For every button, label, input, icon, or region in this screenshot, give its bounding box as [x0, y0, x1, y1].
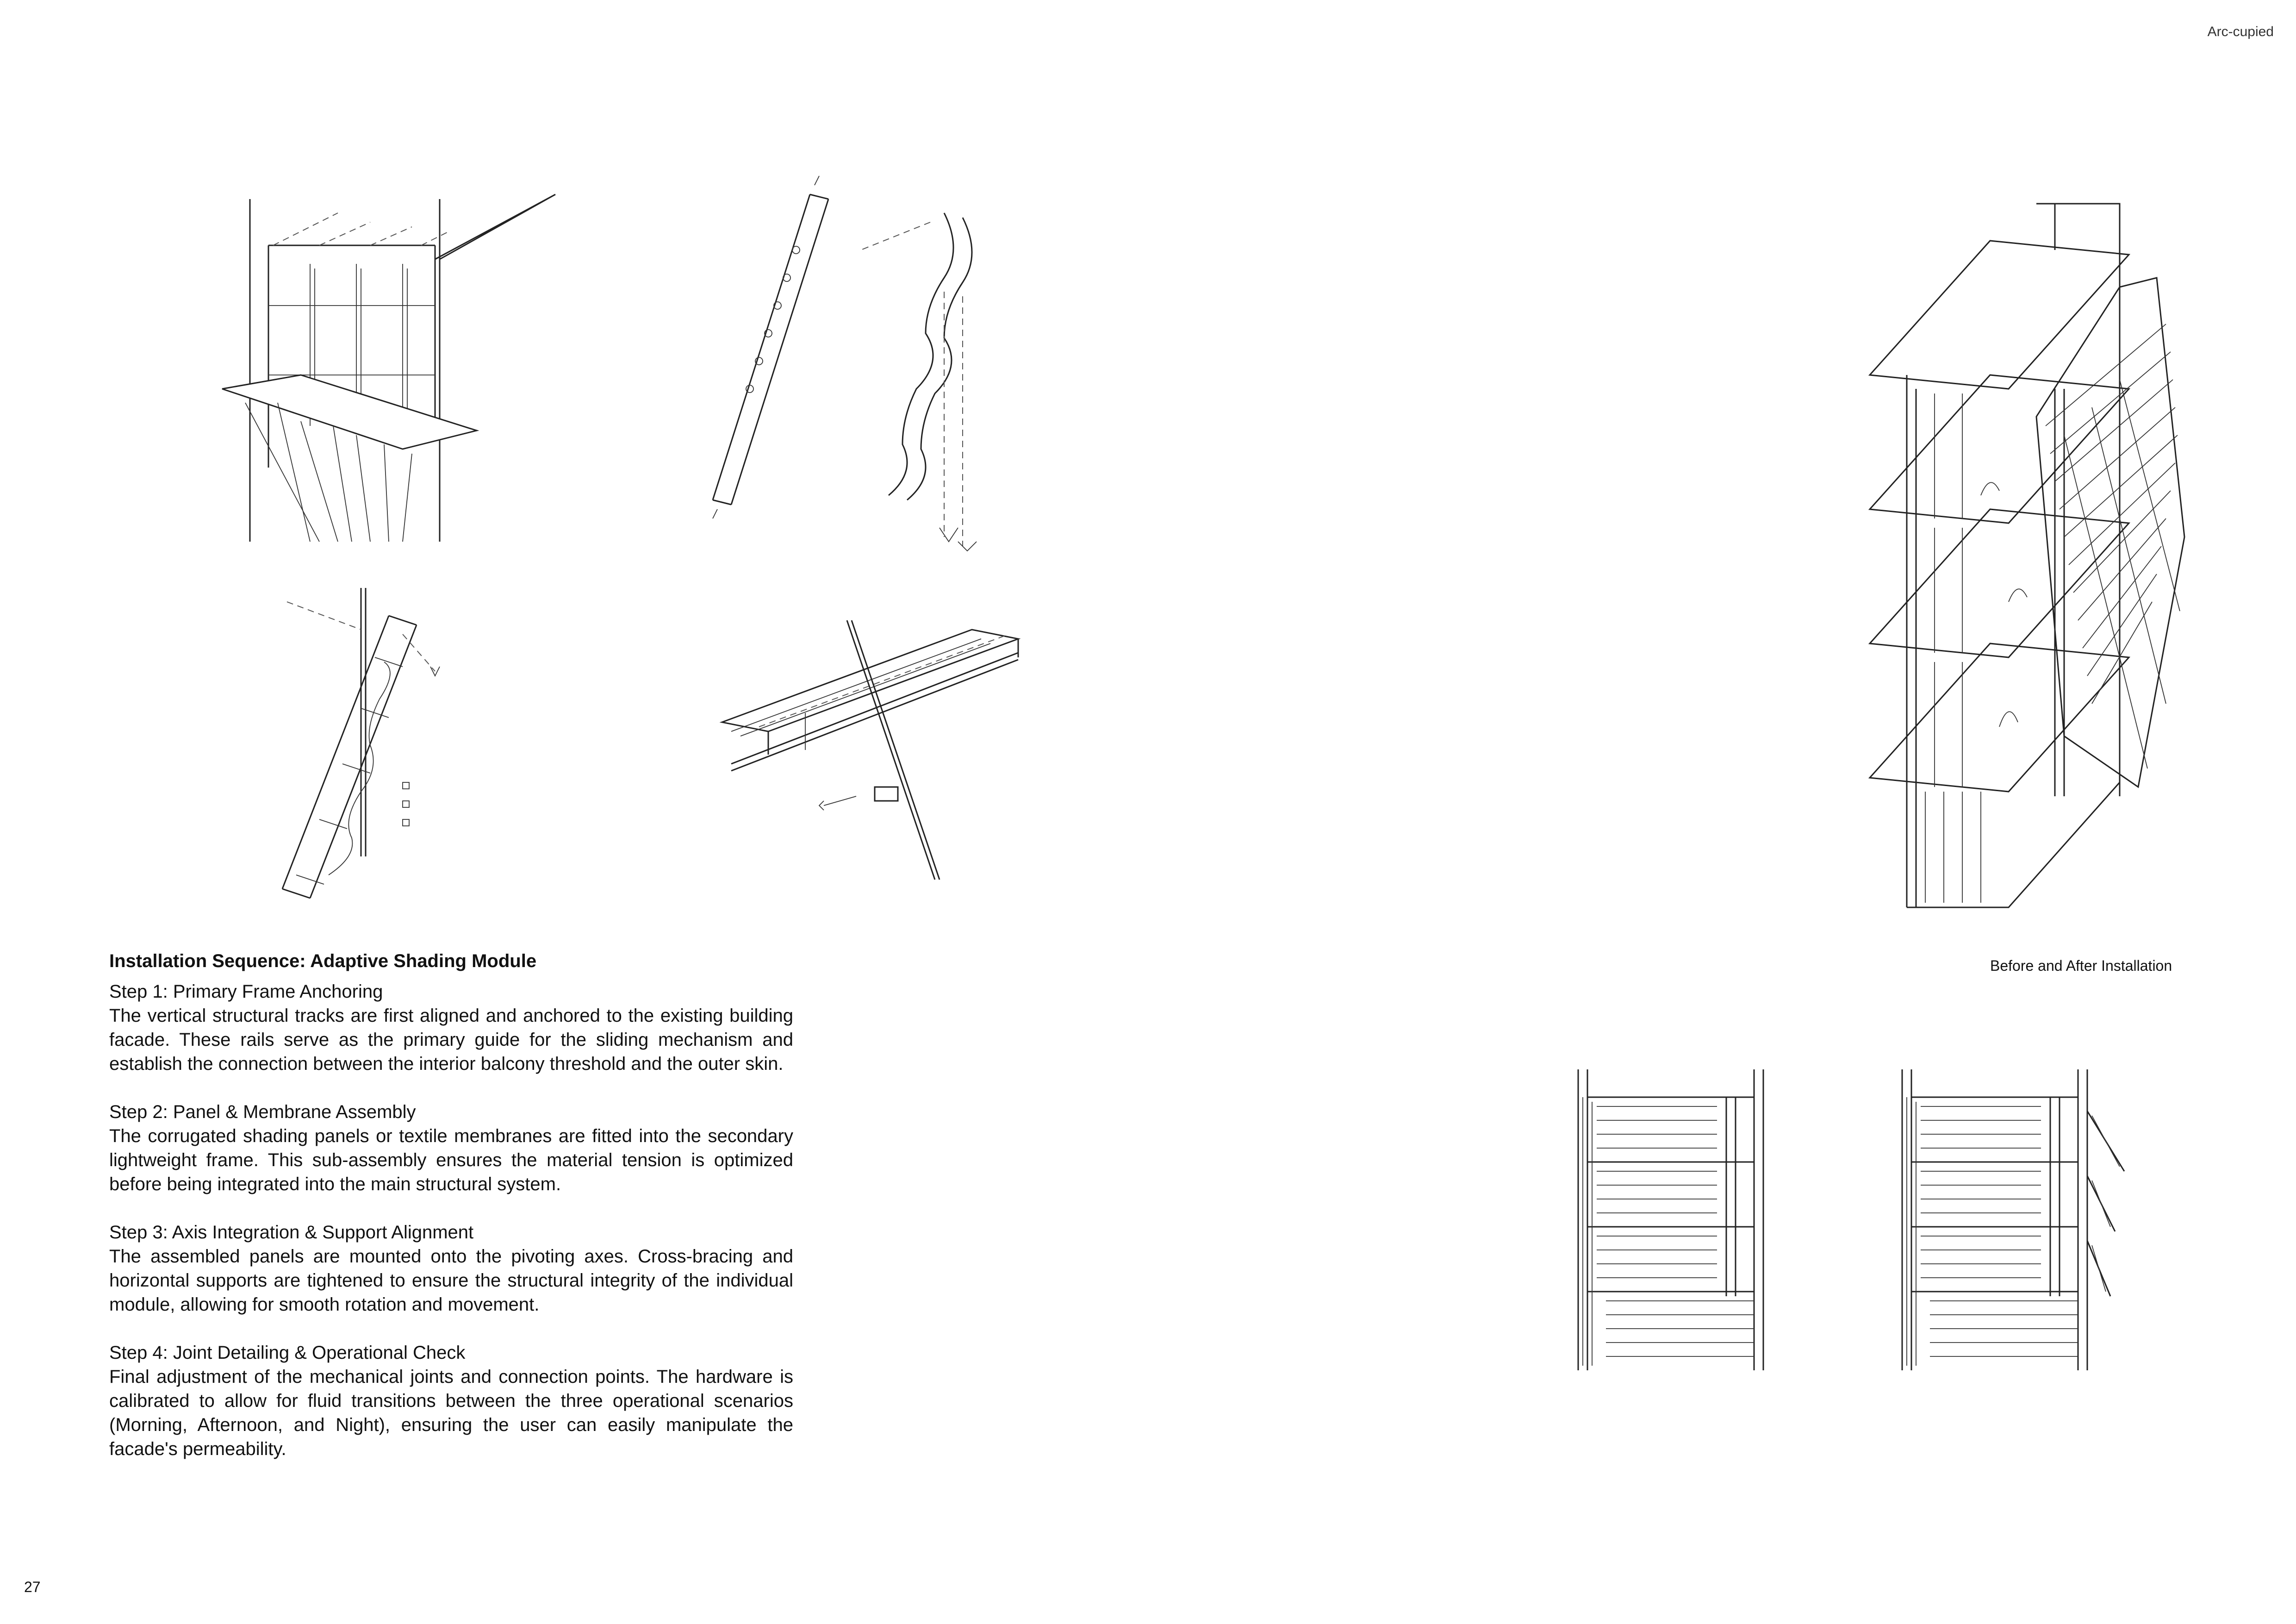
drawing-frame-anchoring	[218, 190, 579, 551]
step-title: Step 3: Axis Integration & Support Alignment	[109, 1222, 474, 1243]
step-2	[109, 1100, 793, 1196]
drawing-section-before	[1569, 1069, 1782, 1375]
header-brand: Arc-cupied	[2207, 24, 2274, 39]
step-body: The vertical structural tracks are first aligned and anchored to the existing building facade. These rails serve as the primary guide for the sliding mechanism and establish the connection between the interior balcony threshold and the outer skin.	[109, 1006, 793, 1074]
installation-text-block	[109, 949, 793, 1485]
step-body: The corrugated shading panels or textile membranes are fitted into the secondary lightweight frame. This sub-assembly ensures the material tension is optimized before being integrated into the main structural system.	[109, 1126, 793, 1194]
step-body: The assembled panels are mounted onto the pivoting axes. Cross-bracing and horizontal supports are tightened to ensure the structural integrity of the individual module, allowing for smooth rotation and movement.	[109, 1246, 793, 1315]
drawing-rail-membrane	[685, 176, 1018, 556]
page-number: 27	[24, 1579, 41, 1595]
drawing-axis-support	[713, 611, 1027, 889]
figure-caption: Before and After Installation	[1990, 957, 2172, 974]
step-1	[109, 980, 793, 1076]
drawing-panel-assembly	[278, 579, 472, 912]
drawing-section-after	[1893, 1069, 2152, 1375]
step-title: Step 1: Primary Frame Anchoring	[109, 981, 383, 1002]
step-4	[109, 1341, 793, 1461]
step-title: Step 2: Panel & Membrane Assembly	[109, 1102, 416, 1122]
step-body: Final adjustment of the mechanical joints and connection points. The hardware is calibrated to allow for fluid transitions between the three operational scenarios (Morning, Afternoon, and Night), ensuring the user can easily manipulate the facade's permeability.	[109, 1367, 793, 1459]
drawing-axonometric-building	[1870, 194, 2194, 917]
step-3	[109, 1220, 793, 1317]
step-title: Step 4: Joint Detailing & Operational Check	[109, 1343, 466, 1363]
installation-title: Installation Sequence: Adaptive Shading Module	[109, 951, 537, 971]
